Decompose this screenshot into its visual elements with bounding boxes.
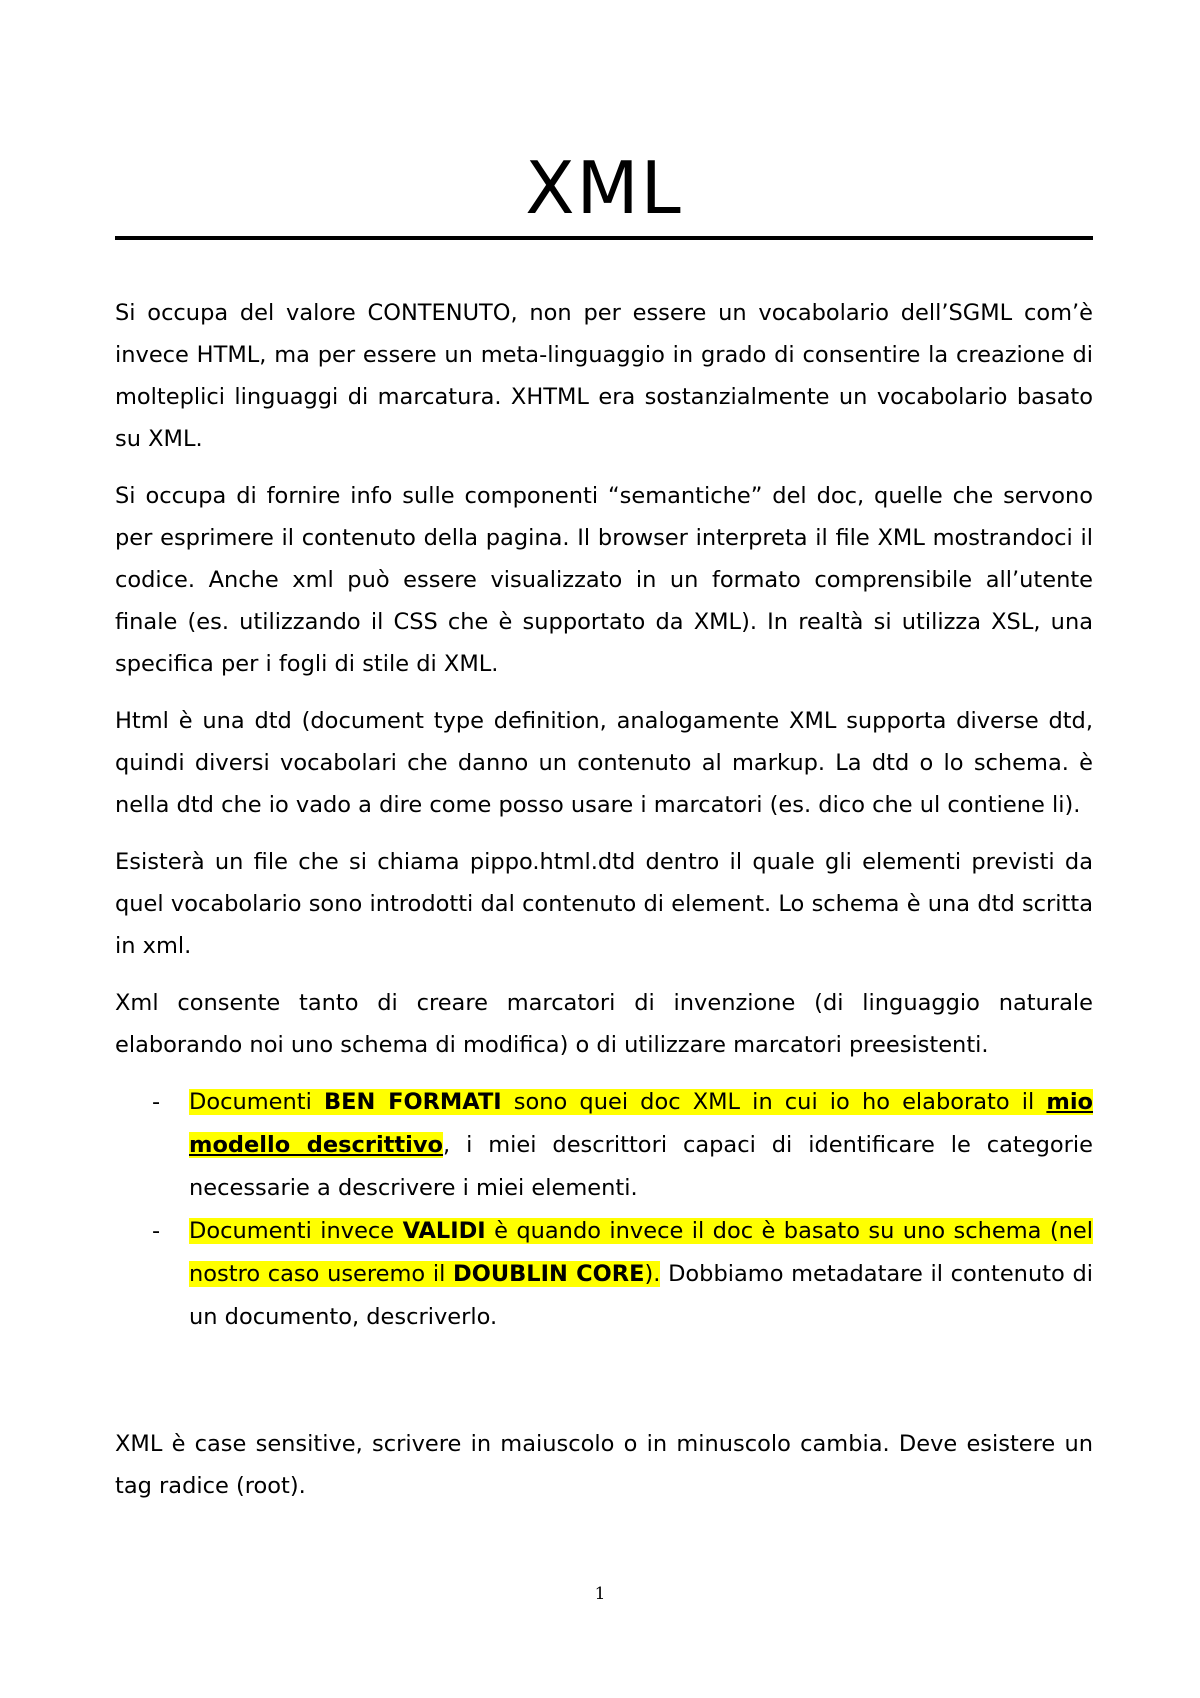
paragraph-2: Si occupa di fornire info sulle componenti “semantiche” del doc, quelle che servono per esprimere il contenuto della pagina. Il browser interpreta il file XML mostrandoci il codice. Anche xml può essere visualizzato in un formato comprensibile all’utente finale (es. utilizzando il CSS che è supportato da XML). In realtà si utilizza XSL, una specifica per i fogli di stile di XML. (115, 483, 1093, 677)
paragraph-4: Esisterà un file che si chiama pippo.html.dtd dentro il quale gli elementi previsti da quel vocabolario sono introdotti dal contenuto di element. Lo schema è una dtd scritta in xml. (115, 849, 1093, 959)
document-title: XML (525, 146, 683, 230)
paragraph-final: XML è case sensitive, scrivere in maiuscolo o in minuscolo cambia. Deve esistere un tag radice (root). (115, 1431, 1093, 1499)
bold-term: DOUBLIN CORE (453, 1261, 645, 1287)
bold-underlined-term: mio modello descrittivo (189, 1089, 1093, 1158)
list-item-validi (115, 1210, 1093, 1339)
bold-term: VALIDI (402, 1218, 486, 1244)
list-bullet: - (152, 1218, 161, 1244)
highlighted-text: è quando invece il doc è basato su uno schema (nel nostro caso useremo il (189, 1218, 1093, 1287)
highlighted-text: Documenti (189, 1089, 324, 1115)
highlighted-text: ). (644, 1261, 661, 1287)
spacer (115, 1339, 1093, 1423)
paragraph-3: Html è una dtd (document type definition, analogamente XML supporta diverse dtd, quindi diversi vocabolari che danno un contenuto al markup. La dtd o lo schema. è nella dtd che io vado a dire come posso usare i marcatori (es. dico che ul contiene li). (115, 708, 1093, 818)
bullet-list (115, 1081, 1093, 1339)
list-item-text: , i miei descrittori capaci di identificare le categorie necessarie a descrivere i miei elementi. (189, 1132, 1093, 1201)
highlighted-text: sono quei doc XML in cui io ho elaborato il (501, 1089, 1047, 1115)
highlighted-text: Documenti invece (189, 1218, 403, 1244)
bold-term: BEN FORMATI (323, 1089, 502, 1115)
title-underline (115, 236, 1093, 240)
list-item-text: Dobbiamo metadatare il contenuto di un documento, descriverlo. (189, 1261, 1093, 1330)
paragraph-5: Xml consente tanto di creare marcatori di invenzione (di linguaggio naturale elaborando noi uno schema di modifica) o di utilizzare marcatori preesistenti. (115, 990, 1093, 1058)
list-item-ben-formati (115, 1081, 1093, 1210)
list-bullet: - (152, 1089, 161, 1115)
page-number: 1 (594, 1584, 606, 1604)
document-page (115, 140, 1093, 1522)
paragraph-1: Si occupa del valore CONTENUTO, non per essere un vocabolario dell’SGML com’è invece HTML, ma per essere un meta-linguaggio in grado di consentire la creazione di molteplici linguaggi di marcatura. XHTML era sostanzialmente un vocabolario basato su XML. (115, 300, 1093, 452)
